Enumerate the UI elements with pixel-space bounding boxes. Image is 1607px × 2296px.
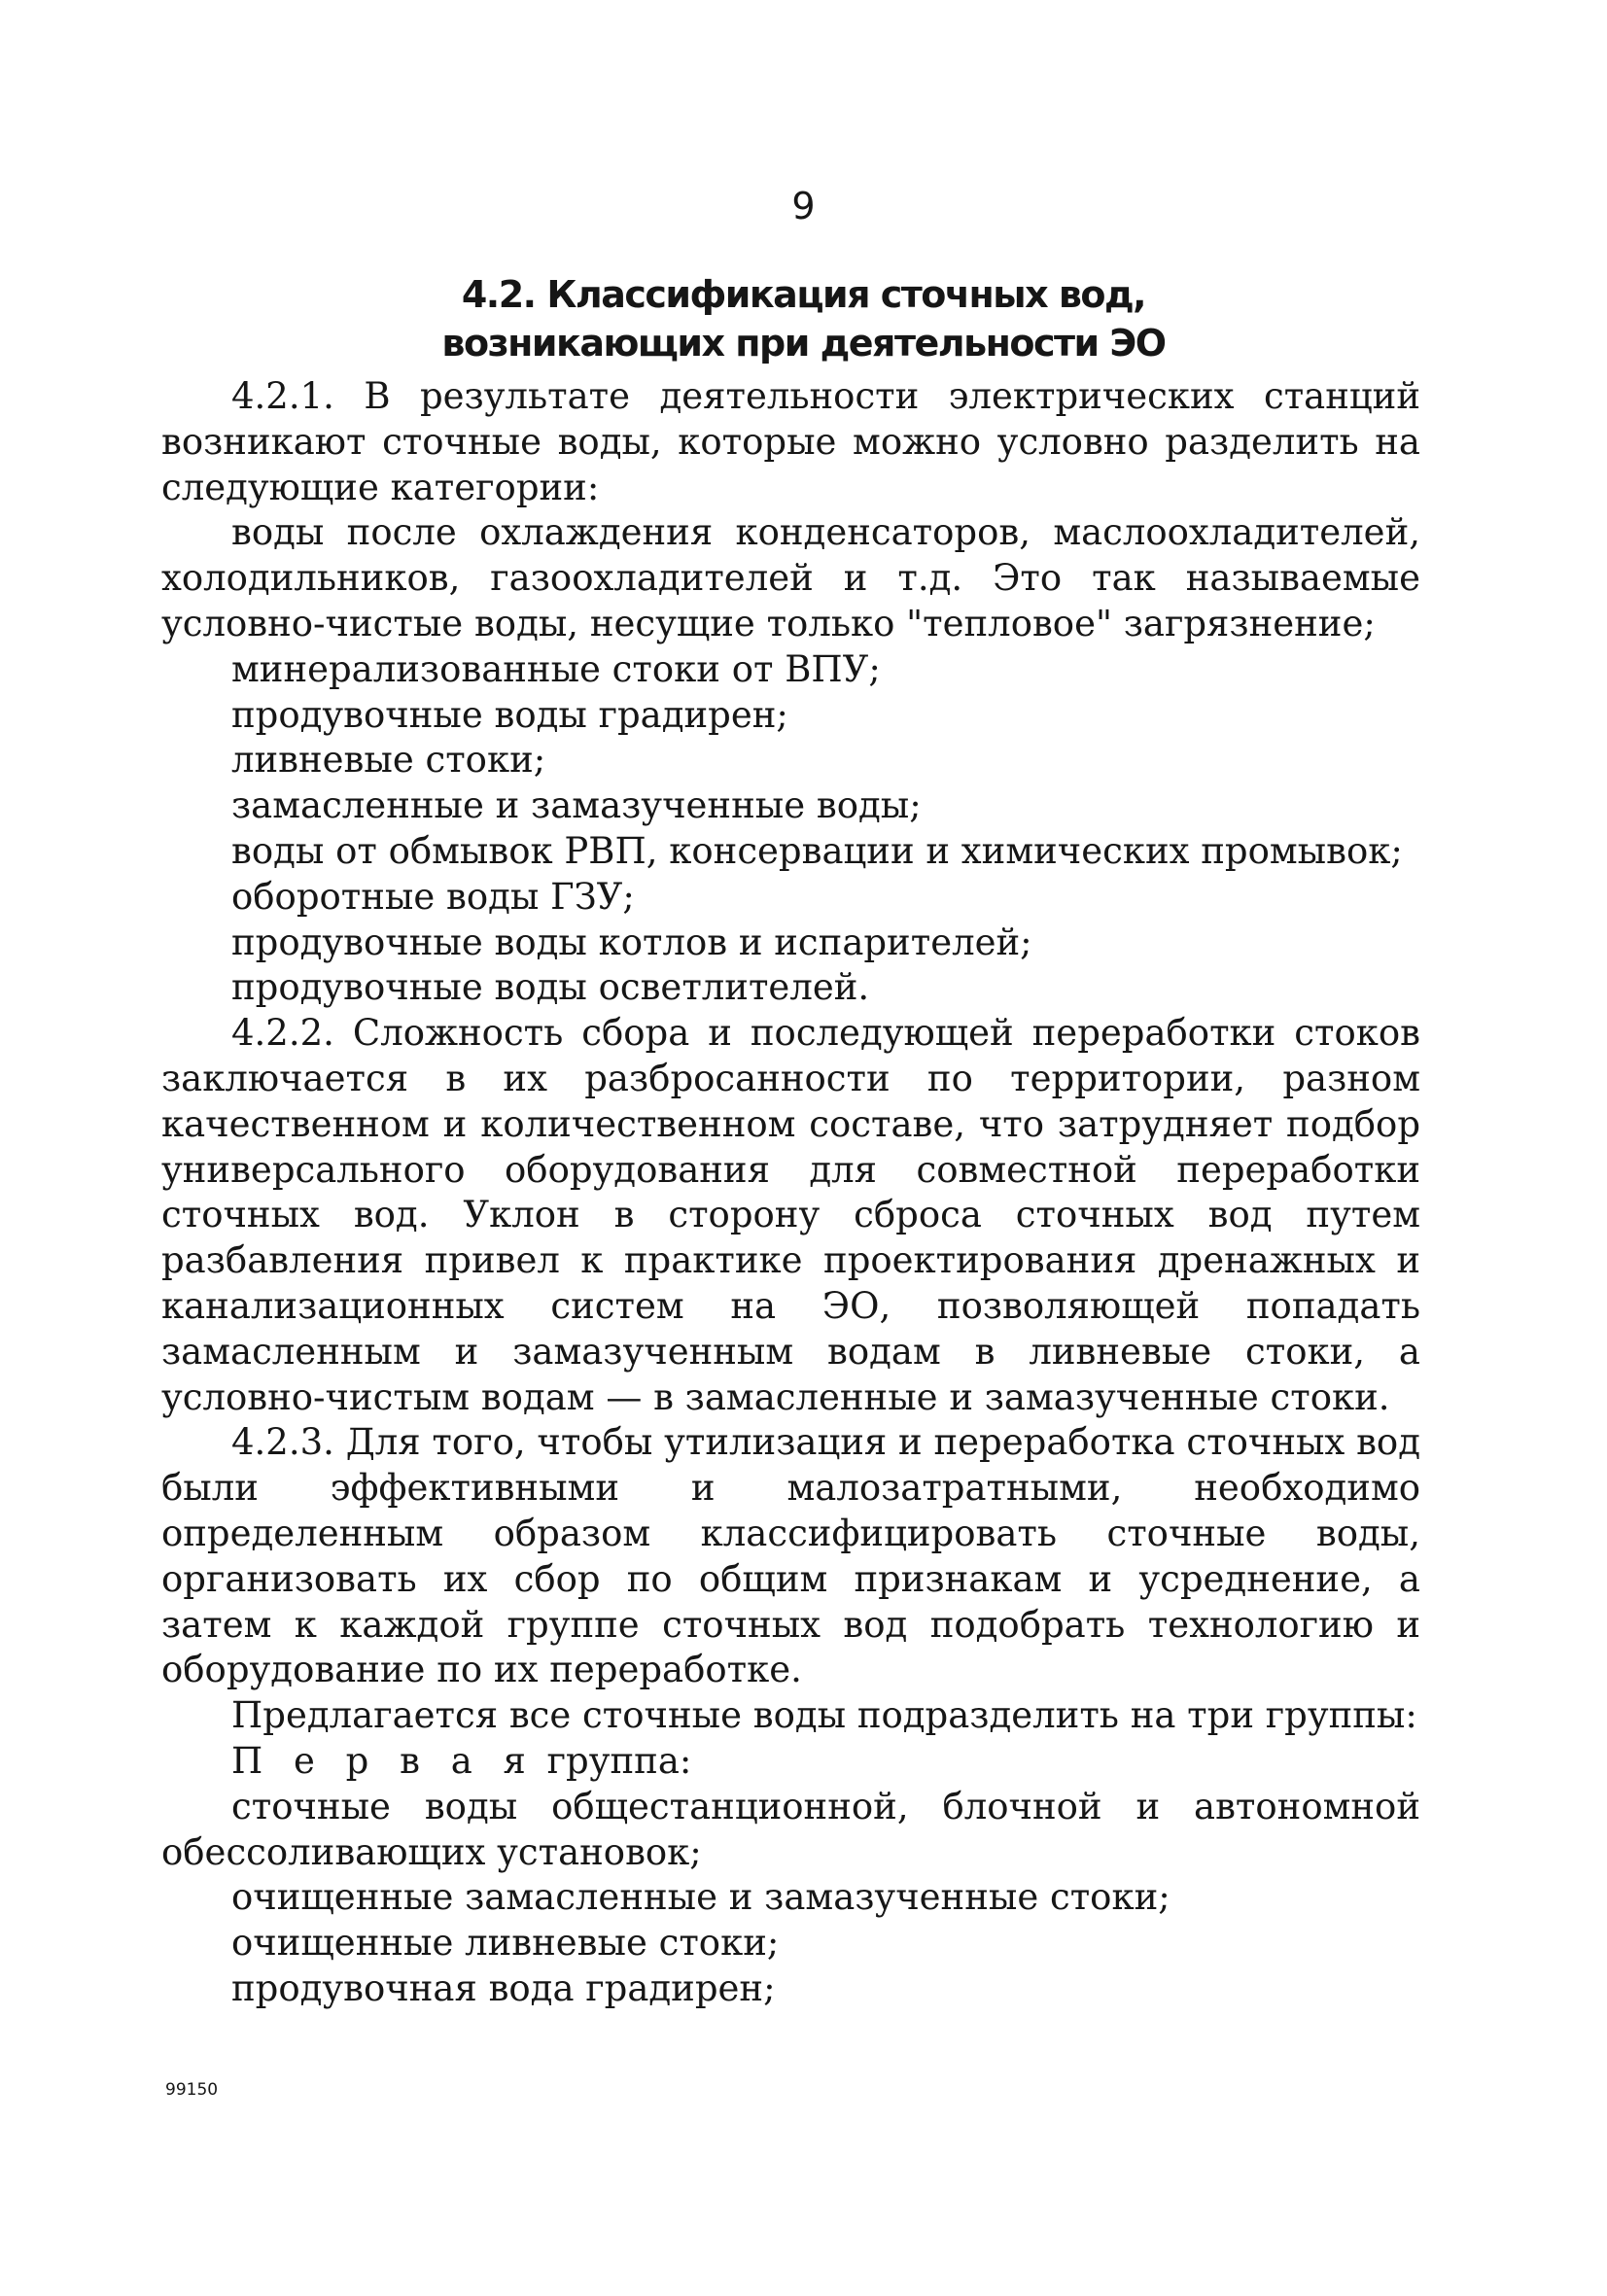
category-item: ливневые стоки; xyxy=(231,739,546,782)
category-item: продувочные воды осветлителей. xyxy=(231,966,870,1009)
group-1-label: П е р в а я xyxy=(231,1739,536,1782)
group-1-item: продувочная вода градирен; xyxy=(231,1966,776,2009)
section-heading xyxy=(0,270,1607,367)
category-item: продувочные воды градирен; xyxy=(231,693,788,736)
document-code: 99150 xyxy=(165,2080,219,2100)
category-item: воды после охлаждения конденсаторов, маслоохладителей, холодильников, газоохладителей и т.д. Это так называемые условно-чистые воды, несущие только "тепловое" загрязнение; xyxy=(161,511,1420,644)
group-1-heading xyxy=(161,1739,1420,1785)
paragraph-4-2-3: 4.2.3. Для того, чтобы утилизация и переработка сточных вод были эффективными и малозатратными, необходимо определенным образом классифицировать сточные воды, организовать их сбор по общим признакам и усреднение, а затем к каждой группе сточных вод подобрать технологию и оборудование по их переработке. xyxy=(161,1421,1420,1691)
body-text xyxy=(161,374,1420,2012)
section-heading-line-2: возникающих при деятельности ЭО xyxy=(441,322,1166,365)
category-item: замасленные и замазученные воды; xyxy=(231,784,922,827)
group-1-label-rest: группа: xyxy=(535,1739,692,1782)
group-1-item: очищенные ливневые стоки; xyxy=(231,1922,780,1965)
group-1-item: очищенные замасленные и замазученные стоки; xyxy=(231,1876,1170,1919)
category-item: воды от обмывок РВП, консервации и химических промывок; xyxy=(231,829,1403,872)
proposal-paragraph: Предлагается все сточные воды подразделить на три группы: xyxy=(231,1694,1417,1737)
category-item: продувочные воды котлов и испарителей; xyxy=(231,921,1032,963)
paragraph-4-2-2: 4.2.2. Сложность сбора и последующей переработки стоков заключается в их разбросанности по территории, разном качественном и количественном составе, что затрудняет подбор универсального оборудования для совместной переработки сточных вод. Уклон в сторону сброса сточных вод путем разбавления привел к практике проектирования дренажных и канализационных систем на ЭО, позволяющей попадать замасленным и замазученным водам в ливневые стоки, а условно-чистым водам — в замасленные и замазученные стоки. xyxy=(161,1012,1420,1418)
section-heading-line-1: 4.2. Классификация сточных вод, xyxy=(461,273,1146,316)
category-item: минерализованные стоки от ВПУ; xyxy=(231,647,881,690)
page-number: 9 xyxy=(791,185,816,227)
paragraph-4-2-1: 4.2.1. В результате деятельности электрических станций возникают сточные воды, которые можно условно разделить на следующие категории: xyxy=(161,375,1420,508)
group-1-item: сточные воды общестанционной, блочной и автономной обессоливающих установок; xyxy=(161,1785,1420,1873)
category-item: оборотные воды ГЗУ; xyxy=(231,875,635,918)
